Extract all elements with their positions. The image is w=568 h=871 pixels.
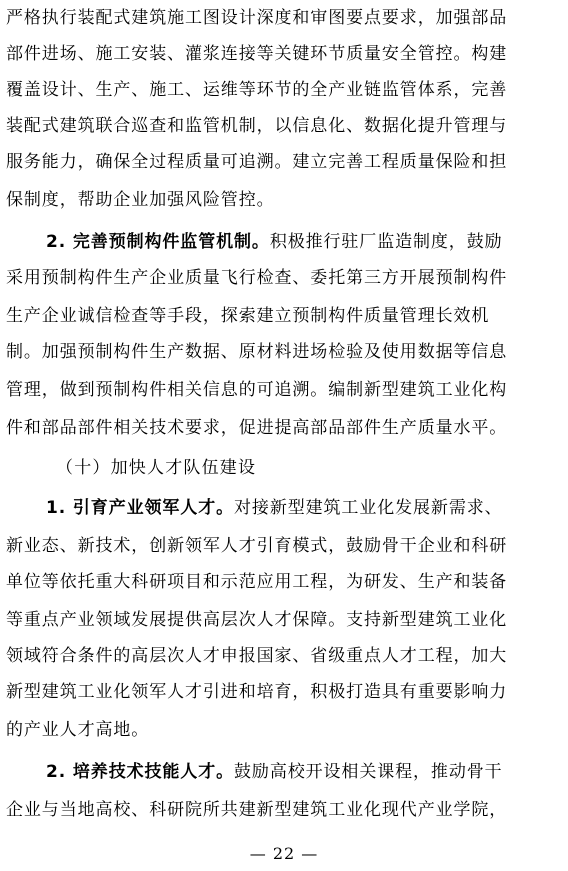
body-text-line: 企业与当地高校、科研院所共建新型建筑工业化现代产业学院， [6, 800, 508, 820]
paragraph-first-line [46, 228, 503, 256]
body-text-line: 严格执行装配式建筑施工图设计深度和审图要点要求，加强部品 [6, 8, 508, 28]
body-text-line: 保制度，帮助企业加强风险管控。 [6, 190, 275, 210]
body-text-line: 新型建筑工业化领军人才引进和培育，积极打造具有重要影响力 [6, 682, 508, 702]
body-text: 对接新型建筑工业化发展新需求、 [234, 498, 503, 518]
body-text-line: 新业态、新技术，创新领军人才引育模式，鼓励骨干企业和科研 [6, 536, 508, 556]
subsection-heading: 1. 引育产业领军人才。 [46, 498, 235, 518]
body-text-line: 管理，做到预制构件相关信息的可追溯。编制新型建筑工业化构 [6, 380, 508, 400]
subsection-heading: 2. 完善预制构件监管机制。 [46, 232, 270, 252]
body-text-line: 服务能力，确保全过程质量可追溯。建立完善工程质量保险和担 [6, 152, 508, 172]
section-heading: （十）加快人才队伍建设 [56, 458, 257, 478]
body-text: 鼓励高校开设相关课程，推动骨干 [234, 762, 503, 782]
body-text-line: 等重点产业领域发展提供高层次人才保障。支持新型建筑工业化 [6, 610, 508, 630]
body-text-line: 覆盖设计、生产、施工、运维等环节的全产业链监管体系，完善 [6, 80, 508, 100]
body-text-line: 的产业人才高地。 [6, 720, 150, 740]
body-text-line: 装配式建筑联合巡查和监管机制，以信息化、数据化提升管理与 [6, 116, 508, 136]
body-text-line: 领域符合条件的高层次人才申报国家、省级重点人才工程，加大 [6, 646, 508, 666]
body-text-line: 生产企业诚信检查等手段，探索建立预制构件质量管理长效机 [6, 306, 490, 326]
page-number: — 22 — [249, 844, 319, 863]
body-text-line: 部件进场、施工安装、灌浆连接等关键环节质量安全管控。构建 [6, 44, 508, 64]
paragraph-first-line [46, 758, 503, 786]
body-text-line: 件和部品部件相关技术要求，促进提高部品部件生产质量水平。 [6, 418, 508, 438]
body-text-line: 单位等依托重大科研项目和示范应用工程，为研发、生产和装备 [6, 572, 508, 592]
body-text: 积极推行驻厂监造制度，鼓励 [269, 232, 503, 252]
body-text-line: 采用预制构件生产企业质量飞行检查、委托第三方开展预制构件 [6, 268, 508, 288]
subsection-heading: 2. 培养技术技能人才。 [46, 762, 235, 782]
body-text-line: 制。加强预制构件生产数据、原材料进场检验及使用数据等信息 [6, 342, 508, 362]
paragraph-first-line [46, 494, 503, 522]
